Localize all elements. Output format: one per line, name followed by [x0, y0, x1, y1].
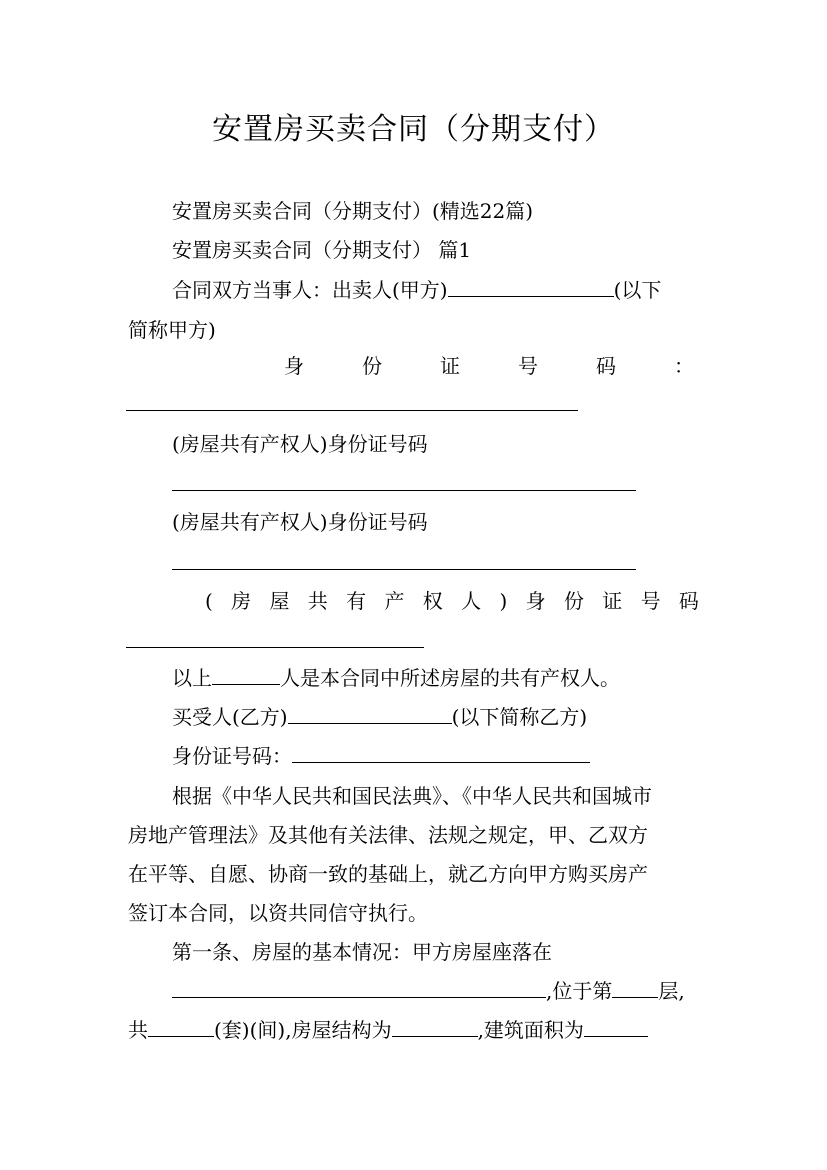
- seller-suffix: (以下: [613, 278, 662, 302]
- id-char: 证: [440, 354, 460, 378]
- location-blank: [172, 977, 546, 998]
- parties-line-cont: 简称甲方): [128, 318, 216, 342]
- id-char: 号: [518, 354, 538, 378]
- coowner-blank-2: [172, 569, 636, 570]
- coowner-blank-3: [126, 647, 424, 648]
- coowner-char: 房: [231, 589, 252, 613]
- coowner-line-3: [205, 587, 699, 615]
- coowner-char: (: [205, 589, 213, 613]
- floor-blank: [612, 977, 658, 998]
- seller-blank: [448, 276, 614, 297]
- buyer-id-label: 身份证号码：: [172, 744, 292, 768]
- coowner-char: 人: [461, 589, 482, 613]
- coowner-char: ): [499, 589, 508, 613]
- coowner-char: 身: [525, 589, 546, 613]
- buyer-line: [172, 703, 587, 731]
- buyer-id-line: [172, 742, 590, 770]
- coowner-count-line: [172, 664, 620, 692]
- coowner-char: 份: [563, 589, 584, 613]
- coowner-char: 产: [384, 589, 405, 613]
- buyer-id-blank: [292, 742, 590, 763]
- id-char: 码: [596, 354, 616, 378]
- article-1-structure-line: [128, 1016, 648, 1044]
- basis-line-2: 房地产管理法》及其他有关法律、法规之规定，甲、乙双方: [128, 823, 648, 847]
- basis-line-1: 根据《中华人民共和国民法典》、《中华人民共和国城市: [172, 784, 652, 808]
- id-char: 身: [284, 354, 304, 378]
- seller-id-blank: [126, 410, 578, 411]
- coowner-blank-1: [172, 490, 636, 491]
- area-label: ,建筑面积为: [477, 1018, 584, 1042]
- basis-line-4: 签订本合同，以资共同信守执行。: [128, 901, 428, 925]
- coowner-count-prefix: 以上: [172, 666, 212, 690]
- id-char: ：: [674, 354, 694, 378]
- section-heading: 安置房买卖合同（分期支付） 篇1: [172, 238, 472, 262]
- structure-blank: [392, 1016, 478, 1037]
- parties-line: [172, 276, 661, 304]
- coowner-char: 屋: [269, 589, 290, 613]
- floor-label: ,位于第: [546, 979, 613, 1003]
- coowner-char: 权: [422, 589, 443, 613]
- article-1-location-line: [172, 977, 685, 1005]
- area-blank: [584, 1016, 648, 1037]
- seller-label: 合同双方当事人：出卖人(甲方): [172, 278, 448, 302]
- units-blank: [148, 1016, 214, 1037]
- coowner-count-blank: [212, 664, 280, 685]
- buyer-suffix: (以下简称乙方): [451, 705, 588, 729]
- buyer-label: 买受人(乙方): [172, 705, 288, 729]
- seller-id-line: [284, 352, 694, 380]
- coowner-char: 共: [307, 589, 328, 613]
- coowner-char: 码: [678, 589, 699, 613]
- coowner-count-suffix: 人是本合同中所述房屋的共有产权人。: [280, 666, 620, 690]
- coowner-char: 有: [346, 589, 367, 613]
- coowner-char: 证: [602, 589, 623, 613]
- coowner-line-2: (房屋共有产权人)身份证号码: [172, 510, 428, 534]
- basis-line-3: 在平等、自愿、协商一致的基础上，就乙方向甲方购买房产: [128, 862, 648, 886]
- units-label: 共: [128, 1018, 148, 1042]
- document-title: 安置房买卖合同（分期支付）: [212, 112, 615, 147]
- buyer-blank: [288, 703, 452, 724]
- structure-label: (套)(间),房屋结构为: [214, 1018, 392, 1042]
- coowner-line-1: (房屋共有产权人)身份证号码: [172, 432, 428, 456]
- coowner-char: 号: [640, 589, 661, 613]
- floor-suffix: 层,: [658, 979, 685, 1003]
- article-1-line: 第一条、房屋的基本情况：甲方房屋座落在: [172, 940, 552, 964]
- subtitle-line: 安置房买卖合同（分期支付）(精选22篇): [172, 199, 534, 223]
- id-char: 份: [362, 354, 382, 378]
